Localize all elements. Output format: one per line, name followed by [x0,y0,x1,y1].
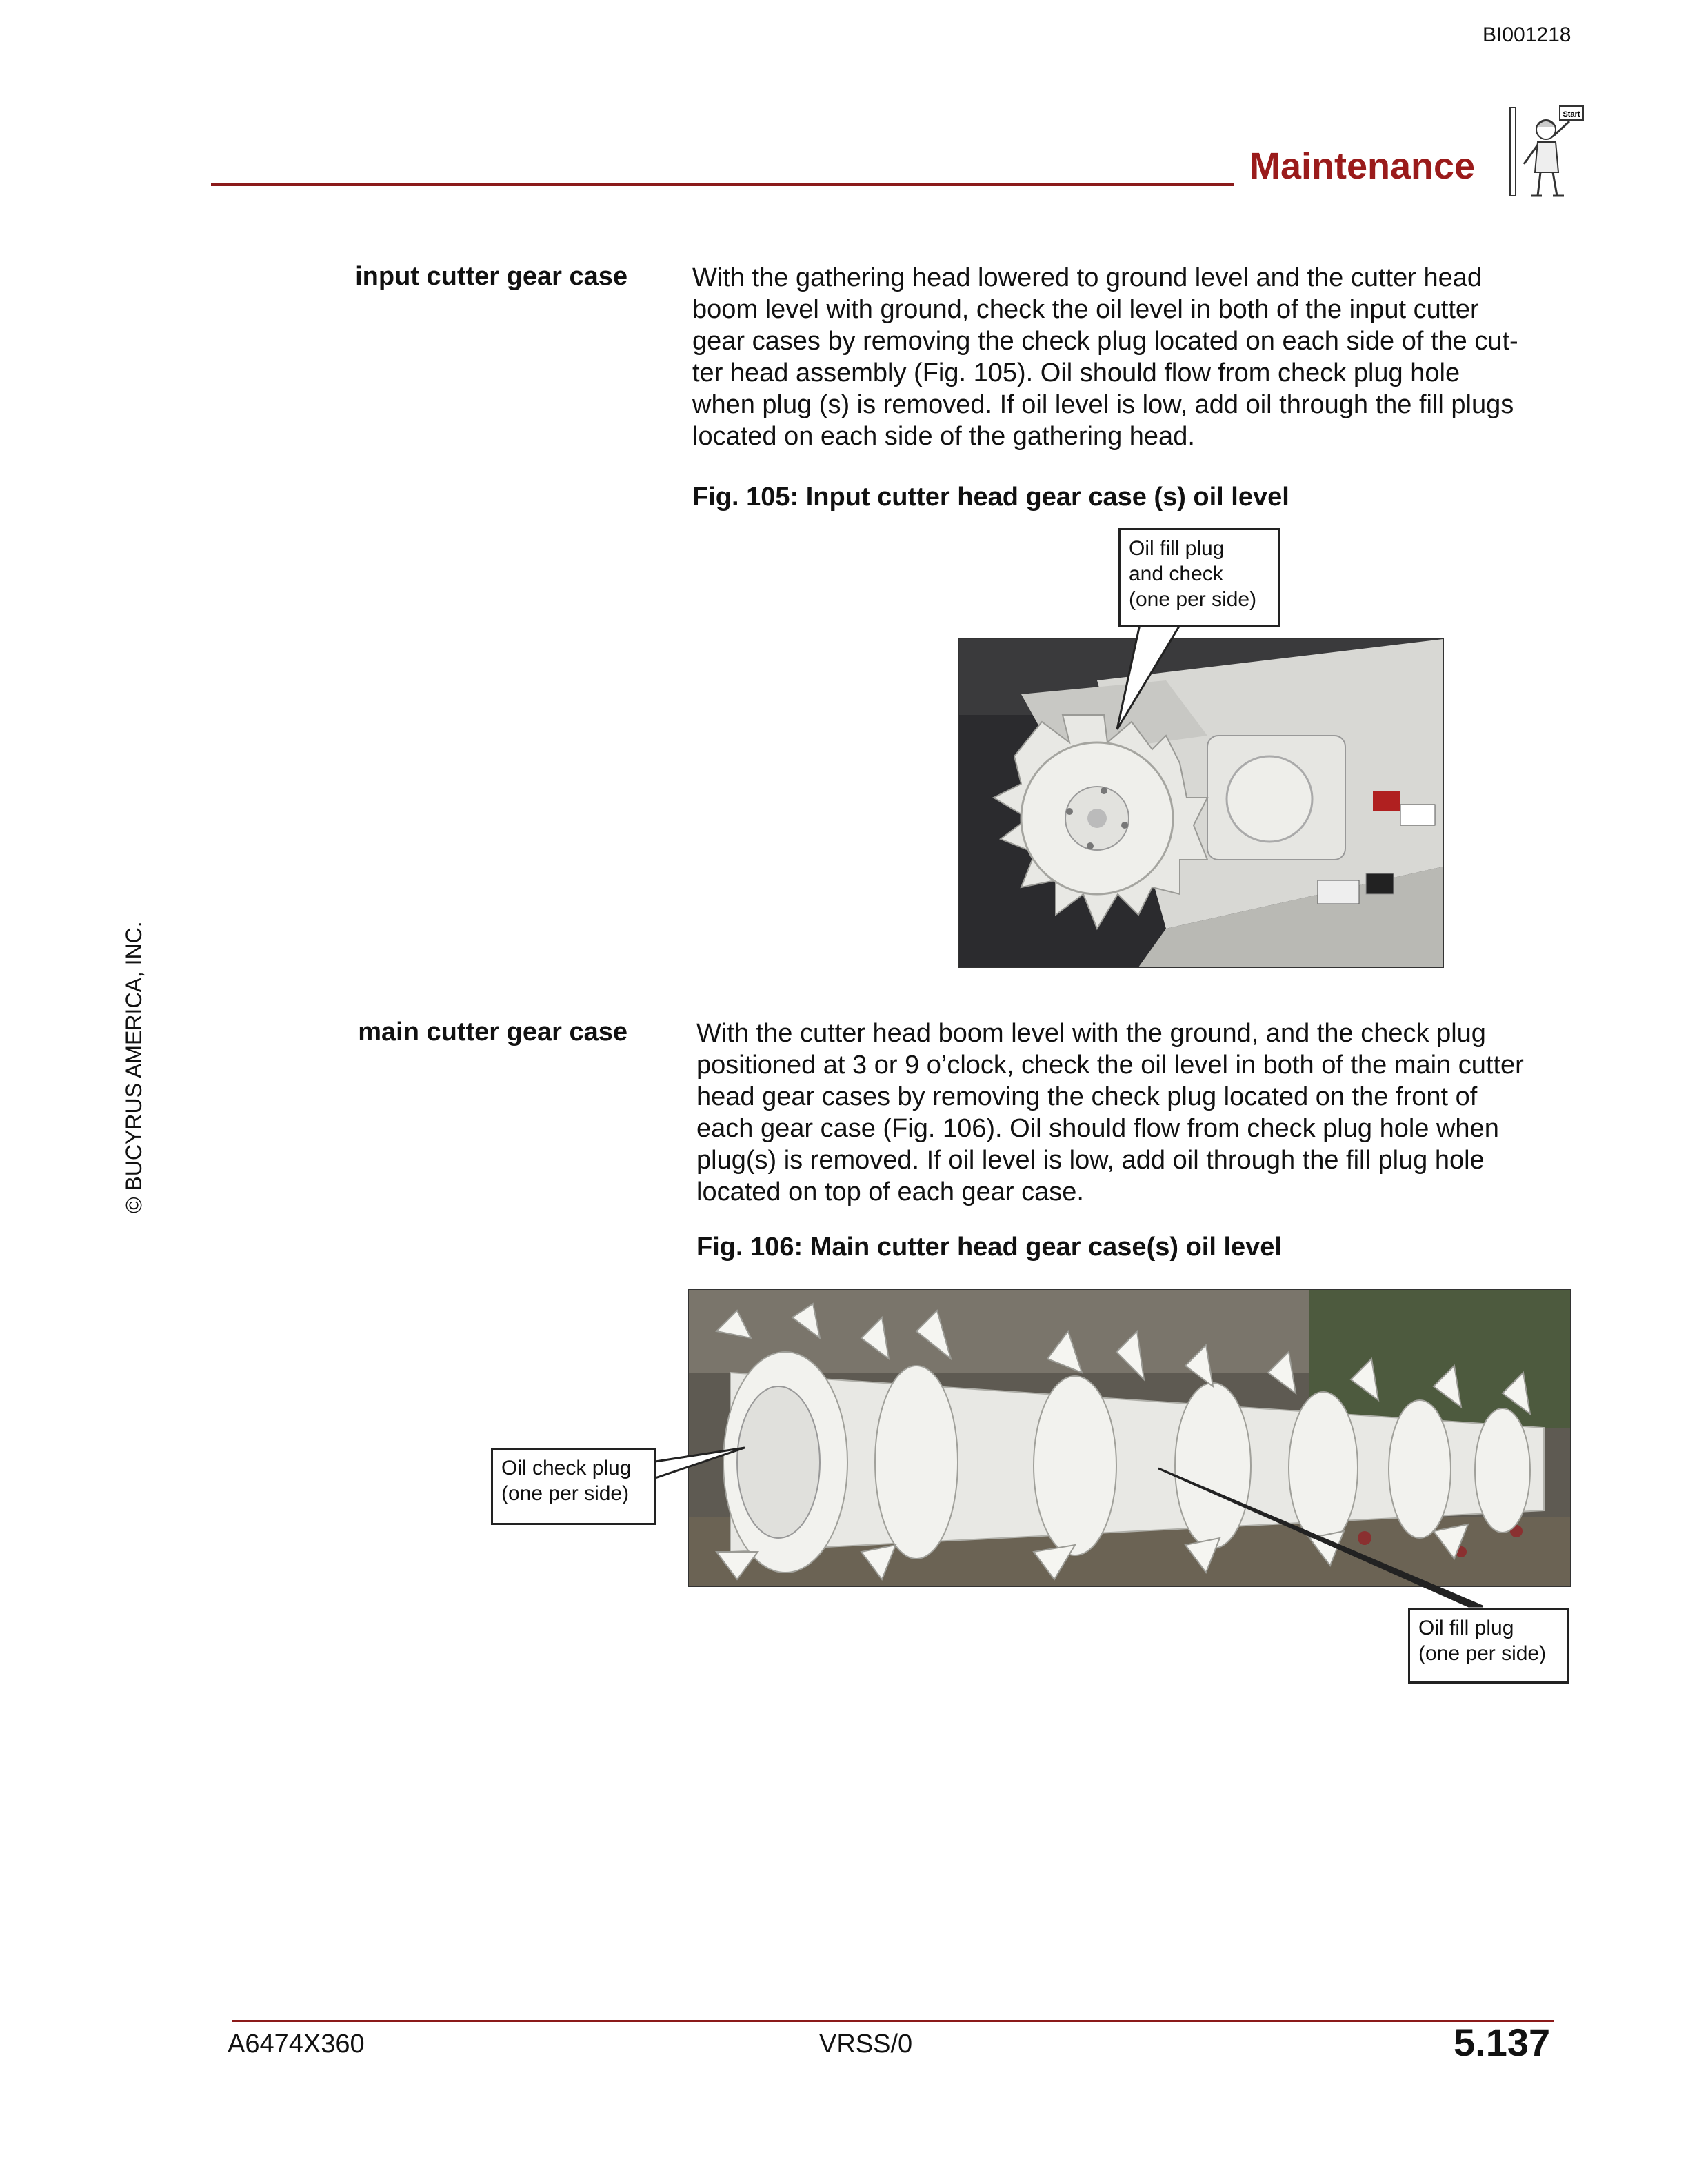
callout-line: Oil fill plug [1418,1617,1514,1639]
callout-line: (one per side) [501,1482,630,1505]
callout-line: (one per side) [1129,588,1257,611]
body-line: located on top of each gear case. [696,1177,1084,1206]
header-rule [211,183,1234,186]
callout-line: Oil fill plug [1129,537,1225,560]
figure-caption: Fig. 106: Main cutter head gear case(s) oil level [696,1233,1282,1262]
body-line: located on each side of the gathering head. [692,422,1195,451]
section-heading: input cutter gear case [355,262,627,291]
body-line: head gear cases by removing the check plug located on the front of [696,1082,1478,1111]
body-line: when plug (s) is removed. If oil level is low, add oil through the fill plugs [692,390,1514,419]
document-number: A6474X360 [228,2030,365,2059]
mechanic-with-start-sign-icon [1503,103,1586,200]
section-title: Maintenance [1249,145,1476,187]
callout-oil-check-plug [491,1448,656,1525]
section-heading: main cutter gear case [358,1018,627,1046]
callout-oil-fill-plug-and-check [1118,528,1280,627]
body-line: With the cutter head boom level with the ground, and the check plug [696,1019,1486,1048]
callout-line: Oil check plug [501,1457,632,1479]
body-line: gear cases by removing the check plug located on each side of the cut- [692,327,1518,356]
document-id: BI001218 [1483,23,1571,46]
footer-rule [232,2020,1554,2022]
copyright-notice: © BUCYRUS AMERICA, INC. [121,921,146,1213]
page-number: 5.137 [1454,2021,1551,2064]
callout-line: (one per side) [1418,1642,1547,1665]
revision-code: VRSS/0 [819,2030,913,2059]
cutter-head-illustration [959,639,1443,967]
callout-line: and check [1129,563,1223,585]
body-line: plug(s) is removed. If oil level is low, add oil through the fill plug hole [696,1146,1485,1175]
callout-leader-line [648,1441,758,1496]
body-line: ter head assembly (Fig. 105). Oil should flow from check plug hole [692,358,1460,387]
section-body [692,262,1568,452]
figure-photo-input-cutter [958,638,1444,968]
figure-caption: Fig. 105: Input cutter head gear case (s) oil level [692,483,1289,512]
callout-oil-fill-plug [1408,1608,1569,1684]
body-line: boom level with ground, check the oil level in both of the input cutter [692,295,1479,324]
section-body [696,1018,1572,1208]
body-line: each gear case (Fig. 106). Oil should flow from check plug hole when [696,1114,1499,1143]
body-line: With the gathering head lowered to ground level and the cutter head [692,263,1482,292]
start-sign-label: Start [1563,110,1580,119]
body-line: positioned at 3 or 9 o’clock, check the oil level in both of the main cutter [696,1051,1524,1080]
callout-leader-line [1152,1462,1496,1613]
